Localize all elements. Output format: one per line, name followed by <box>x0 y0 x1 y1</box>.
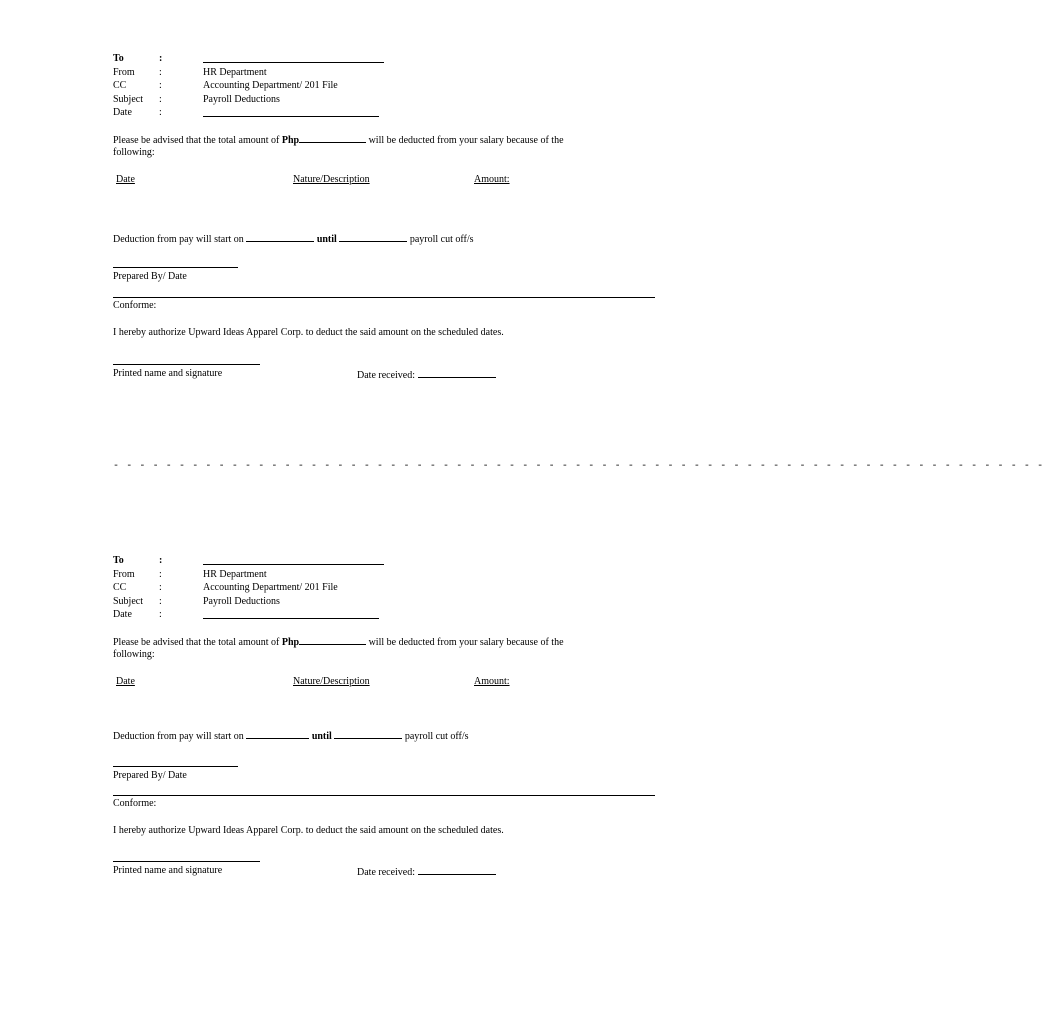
subject-row <box>113 595 658 609</box>
advice-following: following: <box>113 649 155 660</box>
date-label: Date <box>113 609 132 620</box>
from-colon: : <box>159 568 162 580</box>
col-header-nature: Nature/Description <box>293 174 370 185</box>
deduction-text-2: payroll cut off/s <box>402 731 469 742</box>
currency-label: Php <box>281 135 300 146</box>
date-received-label: Date received: <box>357 370 416 381</box>
cc-row <box>113 581 658 595</box>
prepared-by-label: Prepared By/ Date <box>113 271 187 282</box>
to-row <box>113 554 658 568</box>
from-label: From <box>113 568 135 580</box>
from-row <box>113 568 658 582</box>
subject-row <box>113 93 658 107</box>
subject-colon: : <box>159 595 162 607</box>
deduction-form-1 <box>113 52 658 392</box>
cc-label: CC <box>113 80 127 91</box>
subject-label: Subject <box>113 93 143 105</box>
advice-text-1: Please be advised that the total amount of <box>113 637 282 648</box>
conforme-label: Conforme: <box>113 798 157 809</box>
advice-text-2: will be deducted from your salary because of the <box>366 135 564 146</box>
from-value: HR Department <box>203 66 267 78</box>
start-date-field[interactable] <box>246 728 309 739</box>
subject-label: Subject <box>113 595 143 607</box>
authorization-text: I hereby authorize Upward Ideas Apparel Corp. to deduct the said amount on the scheduled dates. <box>113 327 504 338</box>
date-received-field[interactable] <box>418 864 496 875</box>
prepared-by-label: Prepared By/ Date <box>113 770 187 781</box>
cut-line: - - - - - - - - - - - - - - - - - - - - - - - - - - - - - - - - - - - - - - - - - - - - - - - - - - - - - - - - - - - - - - - - - - - - - - - <box>113 461 1044 472</box>
from-colon: : <box>159 66 162 78</box>
date-colon: : <box>159 107 162 118</box>
cc-label: CC <box>113 582 127 593</box>
signature-line[interactable] <box>113 861 260 862</box>
end-date-field[interactable] <box>334 728 402 739</box>
advice-text-1: Please be advised that the total amount of <box>113 135 282 146</box>
prepared-by-line[interactable] <box>113 267 238 268</box>
prepared-by-line[interactable] <box>113 766 238 767</box>
subject-value: Payroll Deductions <box>203 93 280 105</box>
from-label: From <box>113 66 135 78</box>
to-label: To <box>113 53 124 64</box>
cc-value: Accounting Department/ 201 File <box>203 582 338 593</box>
subject-value: Payroll Deductions <box>203 595 280 607</box>
date-field[interactable] <box>203 608 379 623</box>
to-row <box>113 52 658 66</box>
end-date-field[interactable] <box>339 231 407 242</box>
conforme-label: Conforme: <box>113 300 157 311</box>
printed-name-label: Printed name and signature <box>113 865 223 876</box>
date-received-field[interactable] <box>418 367 496 378</box>
to-colon: : <box>159 555 163 566</box>
to-colon: : <box>159 53 163 64</box>
to-label: To <box>113 555 124 566</box>
advice-following: following: <box>113 147 155 158</box>
currency-label: Php <box>281 637 300 648</box>
col-header-date: Date <box>116 676 135 687</box>
authorization-text: I hereby authorize Upward Ideas Apparel Corp. to deduct the said amount on the scheduled dates. <box>113 825 504 836</box>
separator-rule <box>113 297 655 298</box>
start-date-field[interactable] <box>246 231 314 242</box>
advice-text-2: will be deducted from your salary because of the <box>366 637 564 648</box>
deduction-line <box>113 231 474 247</box>
separator-rule <box>113 795 655 796</box>
signature-line[interactable] <box>113 364 260 365</box>
deduction-text-1: Deduction from pay will start on <box>113 234 247 245</box>
cc-colon: : <box>159 582 162 593</box>
cc-value: Accounting Department/ 201 File <box>203 80 338 91</box>
deduction-line <box>113 728 469 744</box>
cc-row <box>113 79 658 93</box>
date-field[interactable] <box>203 106 379 121</box>
advice-line <box>113 132 564 148</box>
deduction-form-2 <box>113 554 658 894</box>
until-label: until <box>316 234 337 245</box>
col-header-nature: Nature/Description <box>293 676 370 687</box>
col-header-amount: Amount: <box>474 676 510 687</box>
until-label: until <box>311 731 332 742</box>
printed-name-label: Printed name and signature <box>113 368 223 379</box>
date-received-line <box>357 367 496 383</box>
amount-field[interactable] <box>299 634 366 645</box>
cc-colon: : <box>159 80 162 91</box>
date-received-line <box>357 864 496 880</box>
date-colon: : <box>159 609 162 620</box>
from-value: HR Department <box>203 568 267 580</box>
date-row <box>113 106 658 120</box>
date-received-label: Date received: <box>357 867 416 878</box>
col-header-date: Date <box>116 174 135 185</box>
deduction-text-2: payroll cut off/s <box>407 234 474 245</box>
amount-field[interactable] <box>299 132 366 143</box>
advice-line <box>113 634 564 650</box>
date-row <box>113 608 658 622</box>
subject-colon: : <box>159 93 162 105</box>
col-header-amount: Amount: <box>474 174 510 185</box>
date-label: Date <box>113 107 132 118</box>
deduction-text-1: Deduction from pay will start on <box>113 731 247 742</box>
from-row <box>113 66 658 80</box>
